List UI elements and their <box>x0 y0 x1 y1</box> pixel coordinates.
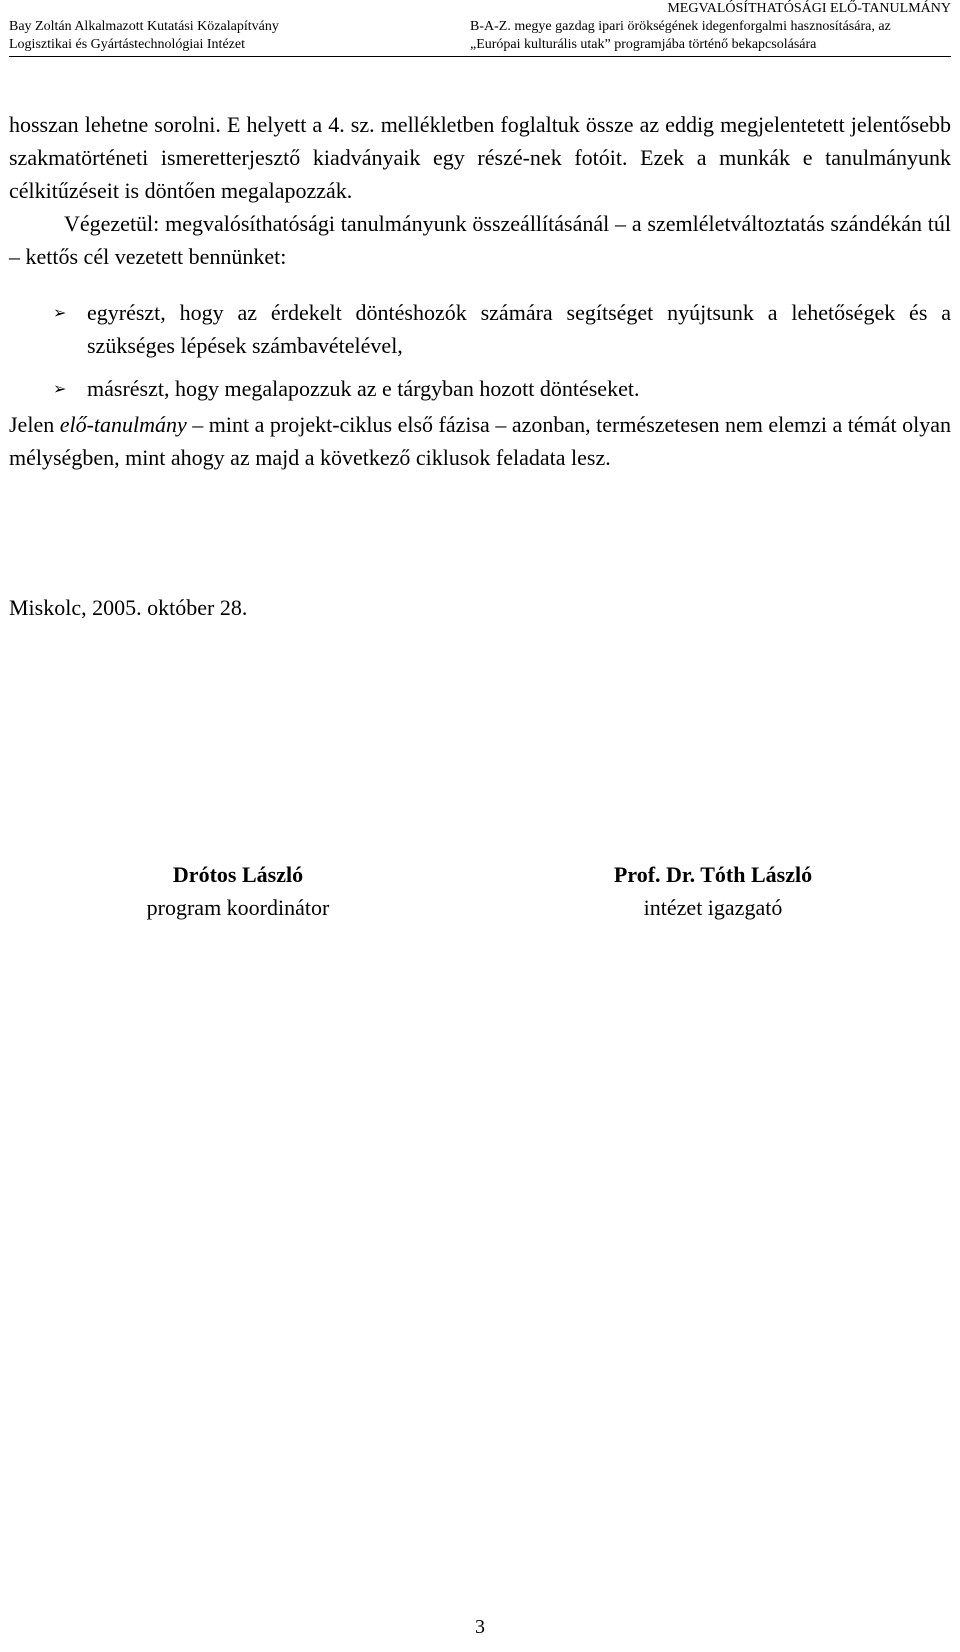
signature-name: Drótos László <box>172 862 304 887</box>
paragraph-3-start: Jelen <box>9 412 60 437</box>
paragraph-1: hosszan lehetne sorolni. E helyett a 4. sz. mellékletben foglaltuk össze az eddig megjelentetett jelentősebb szakmatörténeti ismeretterjesztő kiadványaik egy részé-nek fotóit. Ezek a munkák e tanulmányunk célkitűzéseit is döntően megalapozzák. <box>9 112 951 203</box>
paragraph-3-italic: elő-tanulmány <box>59 412 187 437</box>
bullet-text: másrészt, hogy megalapozzuk az e tárgyban hozott döntéseket. <box>87 376 640 401</box>
signature-block-right <box>588 858 838 924</box>
arrowhead-bullet-icon: ➢ <box>53 303 67 322</box>
body-paragraph-intro <box>9 108 951 273</box>
date-place: Miskolc, 2005. október 28. <box>9 595 248 620</box>
body-paragraph-closing <box>9 408 951 474</box>
header-divider <box>9 56 951 57</box>
list-item <box>9 372 951 405</box>
header-org-name: Bay Zoltán Alkalmazott Kutatási Közalapítvány <box>9 19 279 34</box>
paragraph-2: Végezetül: megvalósíthatósági tanulmányunk összeállításánál – a szemléletváltoztatás szándékán túl – kettős cél vezetett bennünket: <box>9 211 951 269</box>
paragraph-3-rest: – mint a projekt-ciklus első fázisa – azonban, természetesen nem elemzi a témát olyan mélységben, mint ahogy az majd a következő ciklusok feladata lesz. <box>9 412 952 470</box>
signature-role: intézet igazgató <box>643 895 783 920</box>
header-subtitle <box>470 18 891 54</box>
header-left <box>9 18 279 54</box>
signature-block-left <box>128 858 348 924</box>
bullet-list <box>9 296 951 405</box>
header-right <box>667 0 951 18</box>
signature-name: Prof. Dr. Tóth László <box>613 862 813 887</box>
header-document-title: MEGVALÓSÍTHATÓSÁGI ELŐ-TANULMÁNY <box>667 1 951 16</box>
bullet-text: egyrészt, hogy az érdekelt döntéshozók számára segítséget nyújtsunk a lehetőségek és a szükséges lépések számbavételével, <box>87 300 951 358</box>
list-item <box>9 296 951 362</box>
header-subtitle-line2: „Európai kulturális utak” programjába történő bekapcsolására <box>470 37 817 52</box>
page-number: 3 <box>475 1616 485 1638</box>
arrowhead-bullet-icon: ➢ <box>53 379 67 398</box>
header-subtitle-line1: B-A-Z. megye gazdag ipari örökségének idegenforgalmi hasznosítására, az <box>470 19 891 34</box>
header-institute-name: Logisztikai és Gyártástechnológiai Intézet <box>9 37 245 52</box>
signature-role: program koordinátor <box>146 895 330 920</box>
